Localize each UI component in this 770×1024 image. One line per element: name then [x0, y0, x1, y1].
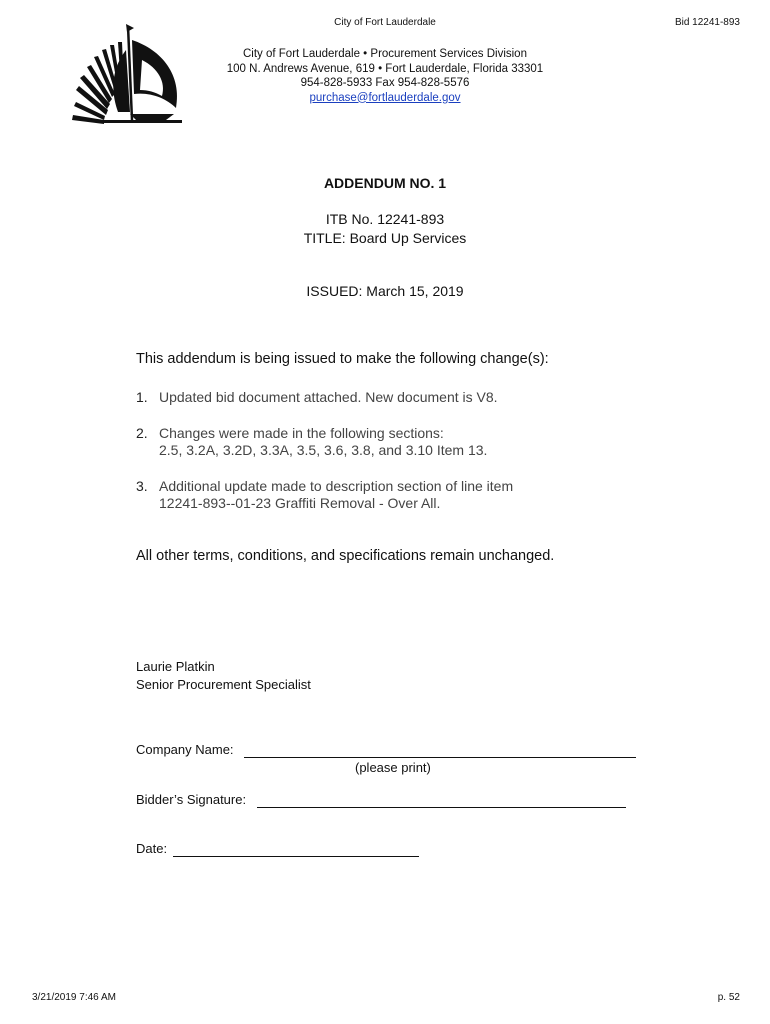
- closing-text: All other terms, conditions, and specifications remain unchanged.: [136, 548, 555, 564]
- list-item-text: Changes were made in the following sections:: [159, 425, 444, 441]
- addendum-title: ADDENDUM NO. 1: [323, 175, 447, 191]
- signatory-block: [136, 658, 311, 694]
- date-label: Date:: [136, 841, 168, 856]
- list-item-text: Updated bid document attached. New document is V8.: [159, 389, 498, 405]
- intro-text: This addendum is being issued to make the following change(s):: [136, 351, 549, 367]
- bidder-signature-line[interactable]: [257, 807, 626, 808]
- company-name-line[interactable]: [244, 757, 636, 758]
- organization-phone: 954-828-5933 Fax 954-828-5576: [300, 77, 470, 89]
- header-city: City of Fort Lauderdale: [334, 17, 436, 28]
- date-line[interactable]: [173, 856, 419, 857]
- organization-block: [0, 47, 770, 105]
- signatory-title: Senior Procurement Specialist: [136, 677, 311, 692]
- footer-timestamp: 3/21/2019 7:46 AM: [32, 992, 116, 1003]
- company-name-field[interactable]: [136, 742, 234, 757]
- issued-date: ISSUED: March 15, 2019: [306, 283, 464, 299]
- list-item-number: 1.: [136, 389, 148, 405]
- itb-number: ITB No. 12241-893: [325, 211, 445, 227]
- itb-title: TITLE: Board Up Services: [303, 230, 467, 246]
- header-bid-number: Bid 12241-893: [674, 17, 740, 28]
- list-item: [136, 478, 513, 512]
- footer-page-number: p. 52: [717, 992, 740, 1003]
- list-item-text-continued: 2.5, 3.2A, 3.2D, 3.3A, 3.5, 3.6, 3.8, and 3.10 Item 13.: [159, 442, 488, 458]
- organization-email-link[interactable]: purchase@fortlauderdale.gov: [309, 91, 461, 104]
- list-item: [136, 389, 498, 406]
- list-item-number: 3.: [136, 478, 148, 494]
- list-item-text-continued: 12241-893--01-23 Graffiti Removal - Over All.: [159, 495, 441, 511]
- list-item: [136, 425, 487, 459]
- bidder-signature-label: Bidder’s Signature:: [136, 792, 247, 807]
- list-item-number: 2.: [136, 425, 148, 441]
- list-item-text: Additional update made to description section of line item: [159, 478, 514, 494]
- organization-line-1: City of Fort Lauderdale • Procurement Services Division: [243, 48, 527, 60]
- signatory-name: Laurie Platkin: [136, 659, 215, 674]
- organization-address: 100 N. Andrews Avenue, 619 • Fort Lauderdale, Florida 33301: [226, 62, 544, 75]
- company-name-label: Company Name:: [136, 742, 234, 757]
- itb-block: [0, 210, 770, 248]
- date-field[interactable]: [136, 841, 167, 856]
- bidder-signature-field[interactable]: [136, 792, 246, 807]
- company-name-hint: (please print): [355, 760, 431, 775]
